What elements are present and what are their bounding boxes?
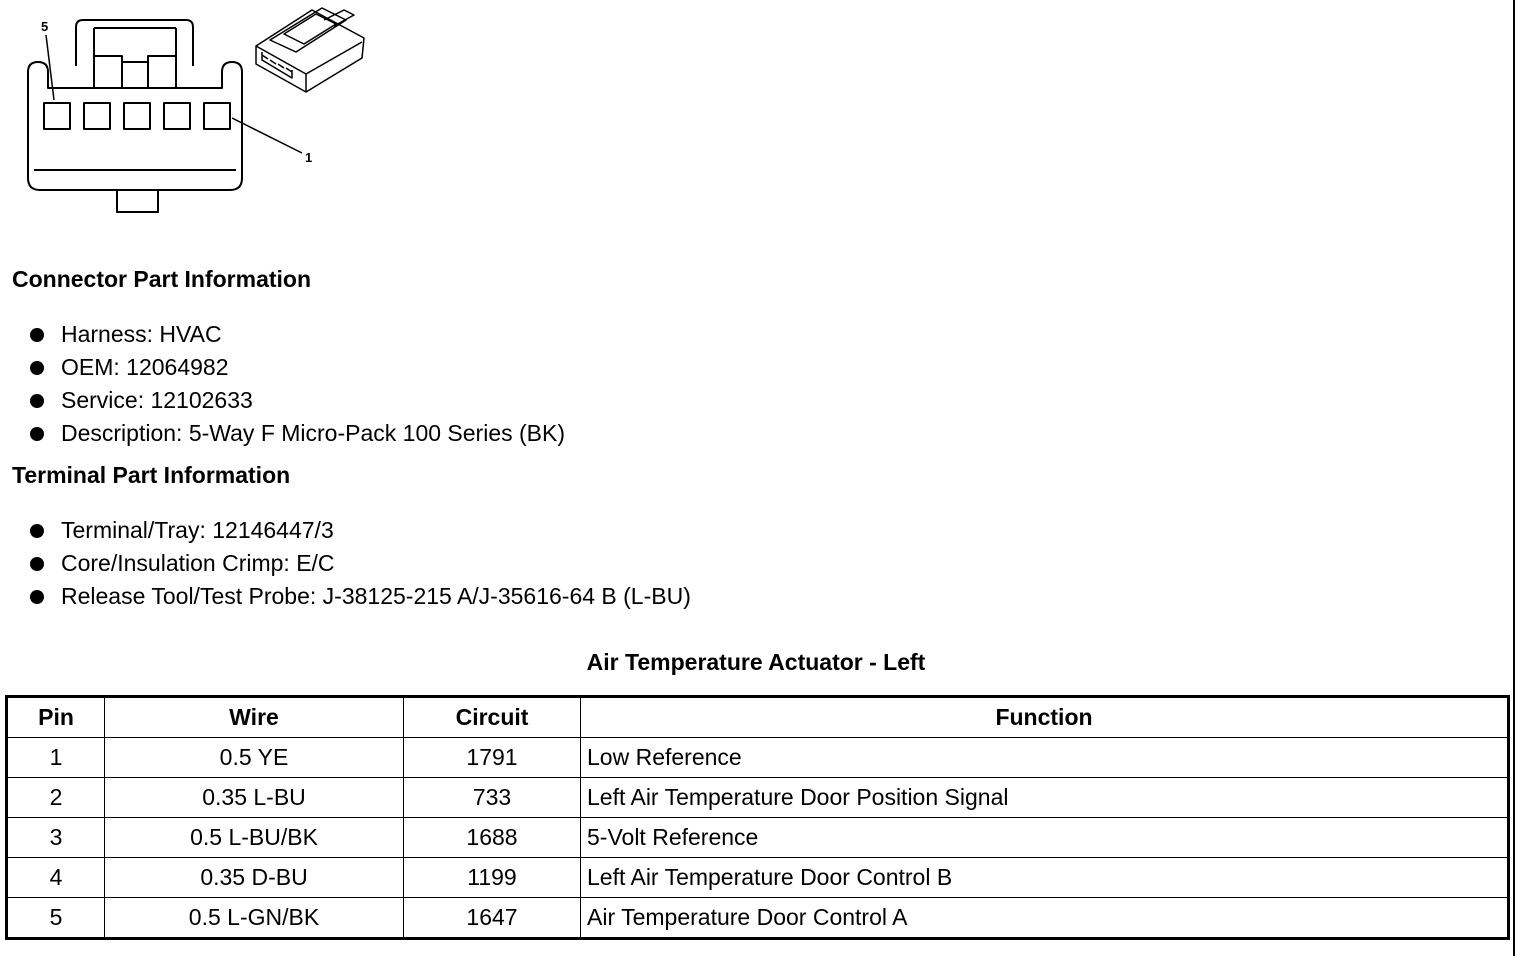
function-cell: Left Air Temperature Door Position Signal — [581, 778, 1509, 818]
pin-cavity-1 — [204, 103, 230, 129]
column-header-circuit: Circuit — [404, 697, 581, 738]
table-row — [7, 738, 1509, 778]
pin-table — [5, 695, 1510, 940]
column-header-pin: Pin — [7, 697, 105, 738]
pin-table-title: Air Temperature Actuator - Left — [586, 649, 926, 675]
table-row — [7, 898, 1509, 939]
pin-cavity-4 — [84, 103, 110, 129]
bullet-icon — [30, 557, 44, 571]
circuit-cell: 1199 — [404, 858, 581, 898]
table-header-row — [7, 697, 1509, 738]
circuit-cell: 1688 — [404, 818, 581, 858]
circuit-cell: 1791 — [404, 738, 581, 778]
bullet-icon — [30, 590, 44, 604]
page-right-border — [1513, 0, 1515, 956]
pin-cell: 4 — [7, 858, 105, 898]
column-header-function: Function — [581, 697, 1509, 738]
function-cell: Left Air Temperature Door Control B — [581, 858, 1509, 898]
table-row — [7, 778, 1509, 818]
table-row — [7, 858, 1509, 898]
wire-cell: 0.5 L-GN/BK — [105, 898, 404, 939]
function-cell: 5-Volt Reference — [581, 818, 1509, 858]
pin-cavity-2 — [164, 103, 190, 129]
callout-pin-1: 1 — [305, 150, 313, 165]
pin-cell: 2 — [7, 778, 105, 818]
connector-info-heading: Connector Part Information — [12, 266, 312, 292]
function-cell: Low Reference — [581, 738, 1509, 778]
bullet-icon — [30, 524, 44, 538]
terminal-info-heading: Terminal Part Information — [12, 462, 291, 488]
wire-cell: 0.5 YE — [105, 738, 404, 778]
wire-cell: 0.35 L-BU — [105, 778, 404, 818]
circuit-cell: 1647 — [404, 898, 581, 939]
column-header-wire: Wire — [105, 697, 404, 738]
connector-isometric-view — [256, 8, 364, 92]
connector-key — [117, 190, 158, 212]
pin-cavity-3 — [124, 103, 150, 129]
connector-diagram — [0, 0, 380, 225]
bullet-icon — [30, 427, 44, 441]
pin-cell: 5 — [7, 898, 105, 939]
pin-cell: 1 — [7, 738, 105, 778]
callout-pin-5: 5 — [41, 19, 49, 34]
wire-cell: 0.5 L-BU/BK — [105, 818, 404, 858]
pin-cell: 3 — [7, 818, 105, 858]
table-row — [7, 818, 1509, 858]
circuit-cell: 733 — [404, 778, 581, 818]
bullet-icon — [30, 394, 44, 408]
wire-cell: 0.35 D-BU — [105, 858, 404, 898]
pin-cavity-5 — [44, 103, 70, 129]
bullet-icon — [30, 361, 44, 375]
function-cell: Air Temperature Door Control A — [581, 898, 1509, 939]
bullet-icon — [30, 328, 44, 342]
